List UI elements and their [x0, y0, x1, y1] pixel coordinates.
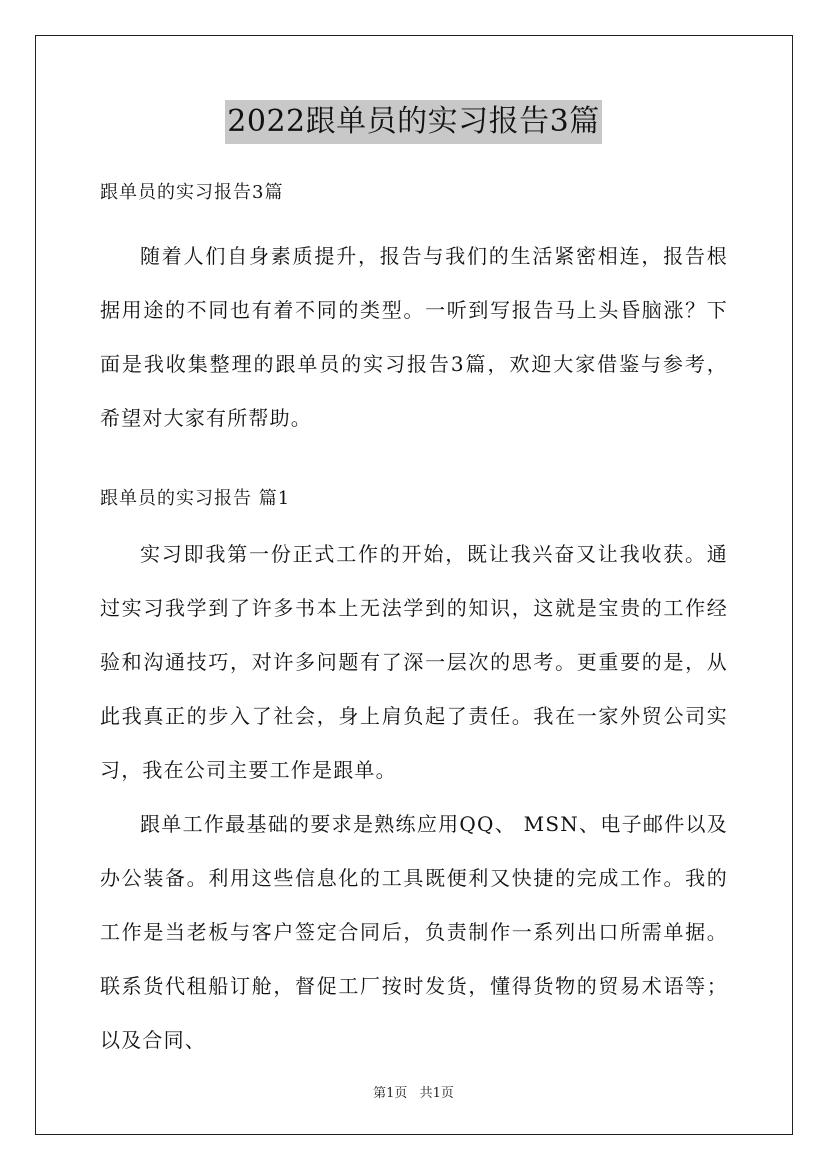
page-number-total: 共1页: [419, 1086, 454, 1101]
intro-heading: 跟单员的实习报告3篇: [100, 182, 284, 203]
document-body: [100, 175, 728, 1067]
document-title: 2022跟单员的实习报告3篇: [225, 100, 601, 144]
section-paragraph-2: 跟单工作最基础的要求是熟练应用QQ、 MSN、电子邮件以及办公装备。利用这些信息化的工具既便利又快捷的完成工作。我的工作是当老板与客户签定合同后，负责制作一系列出口所需单据。联系货代租船订舱，督促工厂按时发货，懂得货物的贸易术语等；以及合同、: [100, 812, 728, 1052]
intro-paragraph: 随着人们自身素质提升，报告与我们的生活紧密相连，报告根据用途的不同也有着不同的类型。一听到写报告马上头昏脑涨？下面是我收集整理的跟单员的实习报告3篇，欢迎大家借鉴与参考，希望对大家有所帮助。: [100, 244, 728, 430]
section-paragraph-1: 实习即我第一份正式工作的开始，既让我兴奋又让我收获。通过实习我学到了许多书本上无法学到的知识，这就是宝贵的工作经验和沟通技巧，对许多问题有了深一层次的思考。更重要的是，从此我真正的步入了社会，身上肩负起了责任。我在一家外贸公司实习，我在公司主要工作是跟单。: [100, 542, 728, 782]
title-container: [0, 100, 827, 144]
section-heading: 跟单员的实习报告 篇1: [100, 488, 291, 509]
page-number-current: 第1页: [373, 1086, 408, 1101]
page-footer: [0, 1082, 827, 1101]
